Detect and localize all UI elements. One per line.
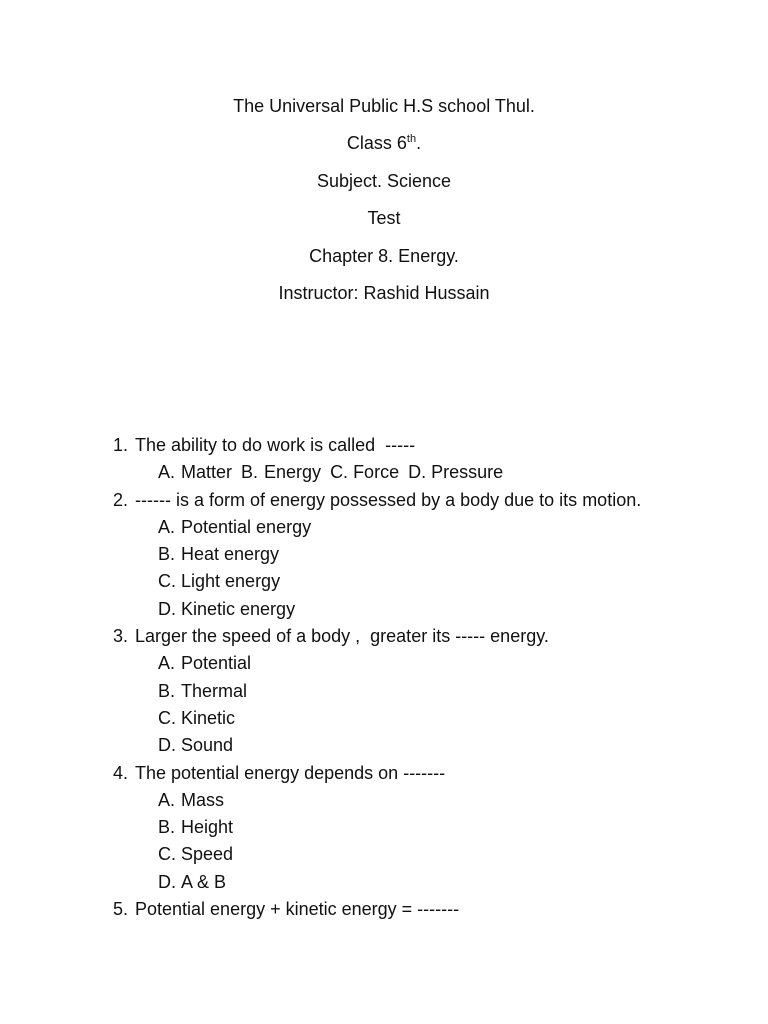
option-text: Mass	[181, 789, 225, 810]
option-letter: C.	[158, 844, 176, 865]
option-list	[158, 650, 753, 759]
option-text: Potential energy	[181, 516, 312, 537]
option-a	[158, 514, 753, 541]
option-text: Kinetic energy	[181, 598, 296, 619]
question-5	[113, 896, 753, 923]
question-number: 2.	[113, 489, 129, 510]
option-text: Light energy	[181, 571, 281, 592]
class-period: .	[416, 133, 422, 154]
option-c	[158, 841, 753, 868]
option-letter: C.	[330, 462, 349, 483]
option-list	[158, 787, 753, 896]
question-4	[113, 760, 753, 896]
option-text: Force	[353, 462, 400, 483]
option-letter: B.	[158, 817, 176, 838]
question-text	[113, 623, 753, 650]
inline-options-row	[158, 459, 753, 486]
question-number: 4.	[113, 762, 129, 783]
option-text: Thermal	[181, 680, 248, 701]
question-prompt: The potential energy depends on -------	[135, 762, 446, 783]
subject-line: Subject. Science	[316, 170, 452, 191]
question-2	[113, 487, 753, 623]
option-list	[158, 459, 753, 486]
option-letter: C.	[158, 571, 176, 592]
question-prompt: ------ is a form of energy possessed by a body due to its motion.	[135, 489, 642, 510]
question-prompt: The ability to do work is called -----	[135, 435, 416, 455]
option-letter: D.	[158, 871, 176, 892]
option-a	[158, 459, 232, 486]
option-letter: D.	[408, 462, 427, 483]
question-3	[113, 623, 753, 759]
option-text: Potential	[181, 653, 252, 674]
question-number: 5.	[113, 899, 129, 920]
question-number: 1.	[113, 435, 129, 455]
option-letter: B.	[241, 462, 259, 483]
question-text	[113, 760, 753, 787]
school-name: The Universal Public H.S school Thul.	[233, 96, 535, 116]
option-letter: A.	[158, 789, 176, 810]
instructor-line: Instructor: Rashid Hussain	[278, 282, 490, 303]
option-d	[408, 459, 503, 486]
option-text: Matter	[181, 462, 233, 483]
option-c	[158, 705, 753, 732]
question-number: 3.	[113, 626, 129, 647]
option-text: Heat energy	[181, 544, 280, 565]
option-text: Pressure	[431, 462, 504, 483]
question-prompt: Larger the speed of a body , greater its ----- energy.	[135, 626, 549, 647]
option-letter: B.	[158, 544, 176, 565]
option-b	[158, 814, 753, 841]
option-letter: D.	[158, 598, 176, 619]
option-d	[158, 869, 753, 896]
question-text	[113, 487, 753, 514]
question-prompt: Potential energy + kinetic energy = -------	[135, 899, 460, 920]
test-header	[0, 94, 768, 318]
test-title: Test	[367, 208, 401, 229]
option-text: A & B	[181, 871, 227, 892]
class-line	[0, 131, 768, 155]
question-list	[113, 432, 753, 923]
option-letter: A.	[158, 462, 176, 483]
option-d	[158, 596, 753, 623]
option-letter: A.	[158, 653, 176, 674]
option-text: Height	[181, 817, 234, 838]
option-list	[158, 514, 753, 623]
option-letter: B.	[158, 680, 176, 701]
option-b	[158, 678, 753, 705]
question-text	[113, 896, 753, 923]
option-text: Sound	[181, 735, 234, 756]
option-a	[158, 787, 753, 814]
option-d	[158, 732, 753, 759]
option-b	[241, 459, 321, 486]
option-text: Energy	[264, 462, 322, 483]
question-1	[113, 432, 753, 487]
chapter-line: Chapter 8. Energy.	[309, 245, 459, 266]
option-text: Speed	[181, 844, 234, 865]
option-letter: A.	[158, 516, 176, 537]
option-c	[330, 459, 399, 486]
option-letter: D.	[158, 735, 176, 756]
option-b	[158, 541, 753, 568]
option-letter: C.	[158, 707, 176, 728]
option-text: Kinetic	[181, 707, 236, 728]
option-a	[158, 650, 753, 677]
class-ordinal-suffix: th	[406, 133, 417, 146]
class-label: Class 6	[346, 133, 407, 154]
option-c	[158, 568, 753, 595]
question-text	[113, 432, 753, 459]
